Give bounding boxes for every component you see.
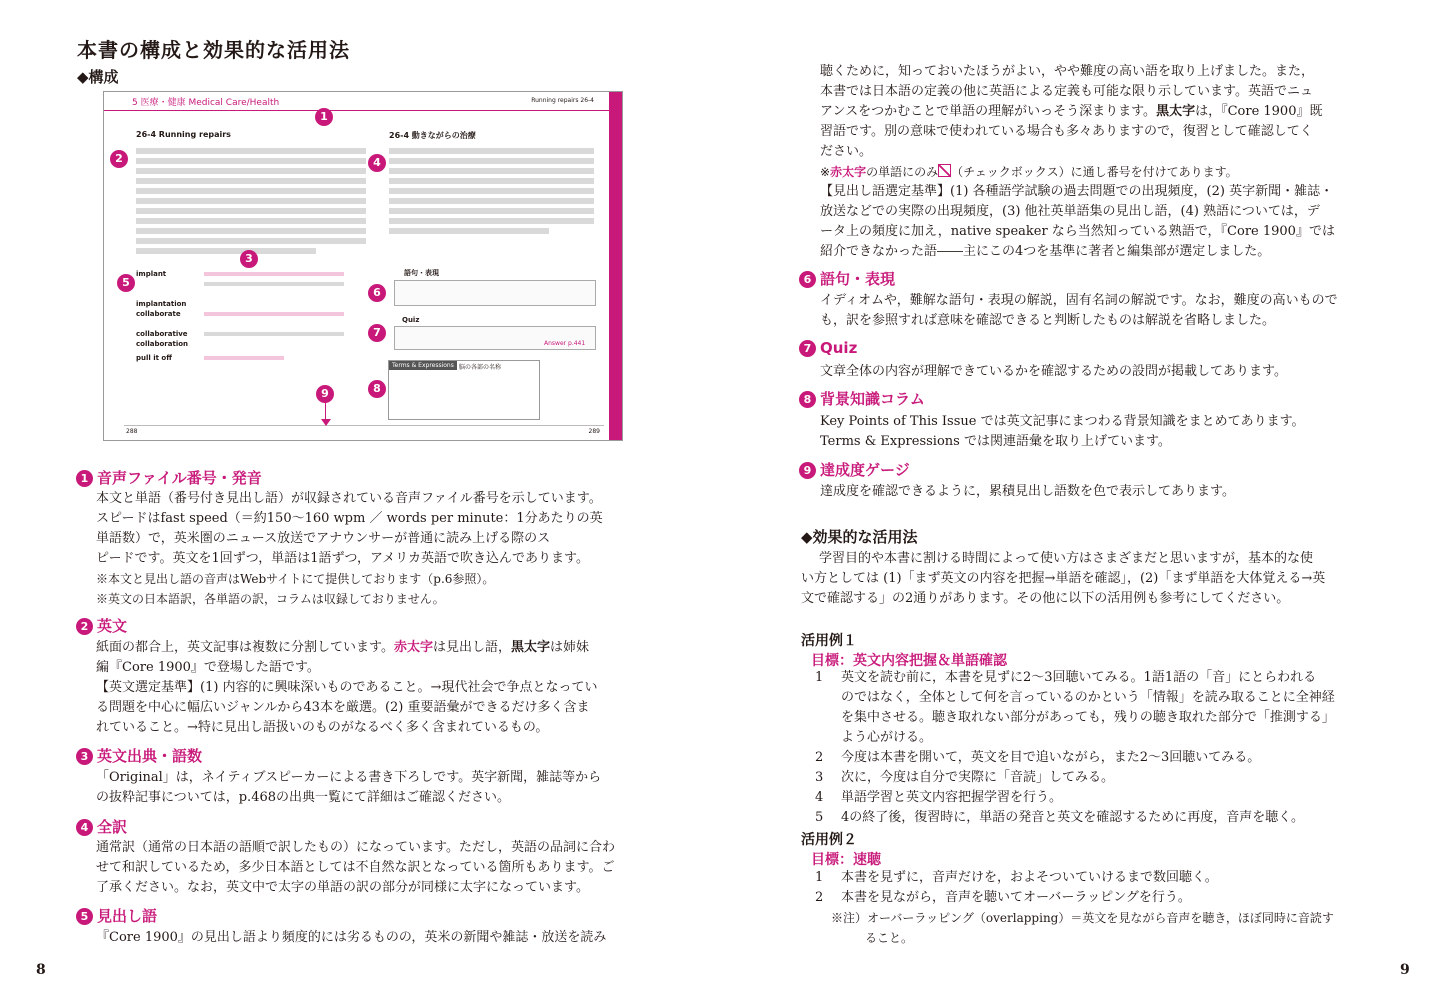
list-item: 4 単語学習と英文内容把握学習を行う。 <box>815 790 1063 805</box>
thumb-terms-label: Terms & Expressions <box>389 361 457 370</box>
thumb-answer-label: Answer p.441 <box>544 340 586 347</box>
section-3-body: 「Original」は，ネイティブスピーカーによる書き下ろしです。英字新聞，雑誌等から の抜粋記事については，p.468の出典一覧にて詳細はご確認ください。 <box>96 770 602 805</box>
callout-9: 9 <box>316 385 334 403</box>
usage-heading: ◆効果的な活用法 <box>801 528 918 546</box>
thumb-page-right: 289 <box>588 428 600 435</box>
thumb-terms-box <box>388 360 540 420</box>
thumb-vocab-word: collaborate <box>136 310 181 318</box>
section-2-heading: 2 英文 <box>76 615 127 636</box>
section-7-heading: 7 Quiz <box>799 339 857 357</box>
thumb-vocab-word: collaborative <box>136 330 188 338</box>
thumb-header-right: Running repairs 26-4 <box>531 97 594 104</box>
callout-1: 1 <box>315 108 333 126</box>
section-1-body: 本文と単語（番号付き見出し語）が収録されている音声ファイル番号を示しています。 スピードはfast speed（＝約150～160 wpm ／ words per minute：1分あたりの英 単語数）で，英米圏のニュース放送でアナウンサーが普通に読み上げる際のス ピードです。英文を1回ずつ，単語は1語ずつ，アメリカ英語で吹き込んであります。 ※本文と見出し語の音声はWebサイトにて提供しております（p.6参照）。 ※英文の日本語訳，各単語の訳，コラムは収録しておりません。 <box>96 491 603 606</box>
checkbox-icon <box>938 164 951 177</box>
example-2-steps <box>815 868 1385 908</box>
thumb-chapter: 5 医療・健康 Medical Care/Health <box>132 98 280 108</box>
thumb-phrases-box <box>394 280 596 306</box>
list-item: 1 英文を読む前に，本書を見ずに2～3回聴いてみる。1語1語の「音」にとらわれる のではなく，全体として何を言っているのかという「情報」を読み取ることに全神経 を集中させる。聴き取れない部分があっても，残りの聴き取れた部分で「推測する」 よう心がける。 <box>815 670 1335 745</box>
section-3-heading: 3 英文出典・語数 <box>76 745 202 766</box>
callout-9-arrowhead <box>321 419 331 426</box>
thumb-phrases-heading: 語句・表現 <box>404 269 439 277</box>
section-7-body: 文章全体の内容が理解できているかを確認するための設問が掲載してあります。 <box>820 364 1287 379</box>
callout-4: 4 <box>368 154 386 172</box>
section-5-heading: 5 見出し語 <box>76 905 157 926</box>
thumb-en-heading: 26-4 Running repairs <box>136 130 231 139</box>
callout-2: 2 <box>110 150 128 168</box>
list-item: 2 今度は本書を開いて，英文を目で追いながら，また2～3回聴いてみる。 <box>815 750 1261 765</box>
section-8-heading: 8 背景知識コラム <box>799 388 925 409</box>
page-title: 本書の構成と効果的な活用法 <box>77 38 350 62</box>
thumb-vocab-word: implant <box>136 270 167 278</box>
callout-7: 7 <box>368 324 386 342</box>
thumb-vocab-word: collaboration <box>136 340 189 348</box>
page-number-right: 9 <box>1400 962 1410 978</box>
section-6-body: イディオムや，難解な語句・表現の解説，固有名詞の解説です。なお，難度の高いもので も，訳を参照すれば意味を確認できると判断したものは解説を省略しました。 <box>820 293 1338 328</box>
headword-continued: 聴くために，知っておいたほうがよい，やや難度の高い語を取り上げました。また， 本書では日本語の定義の他に英語による定義も可能な限り示しています。英語でニュ アンスをつかむことで単語の理解がいっそう深まります。黒太字は，『Core 1900』既 習語です。別の意味で使われている場合も多々ありますので，復習として確認してく ださい。 ※赤太字の単語にのみ （チェックボックス）に通し番号を付けてあります。 【見出し語選定基準】(1) 各種語学試験の過去問題での出現頻度，(2) 英字新聞・雑誌・ 放送などでの実際の出現頻度，(3) 他社英単語集の見出し語，(4) 熟語については，デ ータ上の頻度に加え，native speaker なら当然知っている熟語で，『Core 1900』では 紹介できなかった語――主にこの4つを基準に著者と編集部が選定しました。 <box>820 64 1335 259</box>
overlapping-note: ※注）オーバーラッピング（overlapping）＝英文を見ながら音声を聴き，ほぼ同時に音読す ること。 <box>831 911 1334 945</box>
thumb-vocab-word: implantation <box>136 300 187 308</box>
list-item: 2 本書を見ながら，音声を聴いてオーバーラッピングを行う。 <box>815 890 1191 905</box>
example-1-steps <box>815 668 1385 828</box>
callout-8: 8 <box>368 380 386 398</box>
right-page <box>724 0 1447 1000</box>
section-1-heading: 1 音声ファイル番号・発音 <box>76 467 262 488</box>
section-2-body: 紙面の都合上，英文記事は複数に分割しています。赤太字は見出し語，黒太字は姉妹 編『Core 1900』で登場した語です。 【英文選定基準】(1) 内容的に興味深いものであること。→現代社会で争点となってい る問題を中心に幅広いジャンルから43本を厳選。(2) 重要語彙ができるだけ多く含ま れていること。→特に見出し語扱いのものがなるべく多く含まれているもの。 <box>96 640 598 735</box>
section-4-heading: 4 全訳 <box>76 816 127 837</box>
section-4-body: 通常訳（通常の日本語の語順で訳したもの）になっています。ただし，英語の品詞に合わ せて和訳しているため，多少日本語としては不自然な訳となっている箇所もあります。ご 了承ください。なお，英文中で太字の単語の訳の部分が同様に太字になっています。 <box>96 840 615 895</box>
callout-5: 5 <box>117 274 135 292</box>
thumb-ja-heading: 26-4 動きながらの治療 <box>389 131 476 140</box>
section-5-body: 『Core 1900』の見出し語より頻度的には劣るものの，英米の新聞や雑誌・放送を読み <box>96 930 607 945</box>
sample-spread-thumbnail <box>103 91 623 441</box>
thumb-vocab-word: pull it off <box>136 354 172 362</box>
thumb-terms-heading: 脳の各部の名称 <box>459 364 502 371</box>
example-2-goal: 目標：速聴 <box>811 852 881 868</box>
page-number-left: 8 <box>36 962 46 978</box>
list-item: 5 4の終了後，復習時に，単語の発音と英文を確認するために再度，音声を聴く。 <box>815 810 1305 825</box>
thumb-page-left: 288 <box>126 428 138 435</box>
usage-intro: 学習目的や本書に割ける時間によって使い方はさまざまだと思いますが，基本的な使 い方としては (1)「まず英文の内容を把握→単語を確認」，(2)「まず単語を大体覚える→英 文で確認する」の2通りがあります。その他に以下の活用例も参考にしてください。 <box>801 551 1326 606</box>
callout-3: 3 <box>240 250 258 268</box>
section-9-body: 達成度を確認できるように，累積見出し語数を色で表示してあります。 <box>820 484 1235 499</box>
list-item: 1 本書を見ずに，音声だけを，およそついていけるまで数回聴く。 <box>815 870 1218 885</box>
callout-6: 6 <box>368 284 386 302</box>
thumb-header <box>104 92 622 111</box>
thumb-side-tab <box>609 92 622 440</box>
section-8-body: Key Points of This Issue では英文記事にまつわる背景知識をまとめてあります。 Terms & Expressions では関連語彙を取り上げています。 <box>820 414 1305 449</box>
section-6-heading: 6 語句・表現 <box>799 268 895 289</box>
structure-heading: ◆構成 <box>77 68 119 86</box>
example-1-title: 活用例１ <box>801 633 857 649</box>
example-1-goal: 目標：英文内容把握＆単語確認 <box>811 653 1007 669</box>
example-2-title: 活用例２ <box>801 832 857 848</box>
section-9-heading: 9 達成度ゲージ <box>799 459 910 480</box>
thumb-progress-gauge <box>124 425 604 426</box>
thumb-quiz-label: Quiz <box>402 316 420 324</box>
list-item: 3 次に，今度は自分で実際に「音読」してみる。 <box>815 770 1115 785</box>
